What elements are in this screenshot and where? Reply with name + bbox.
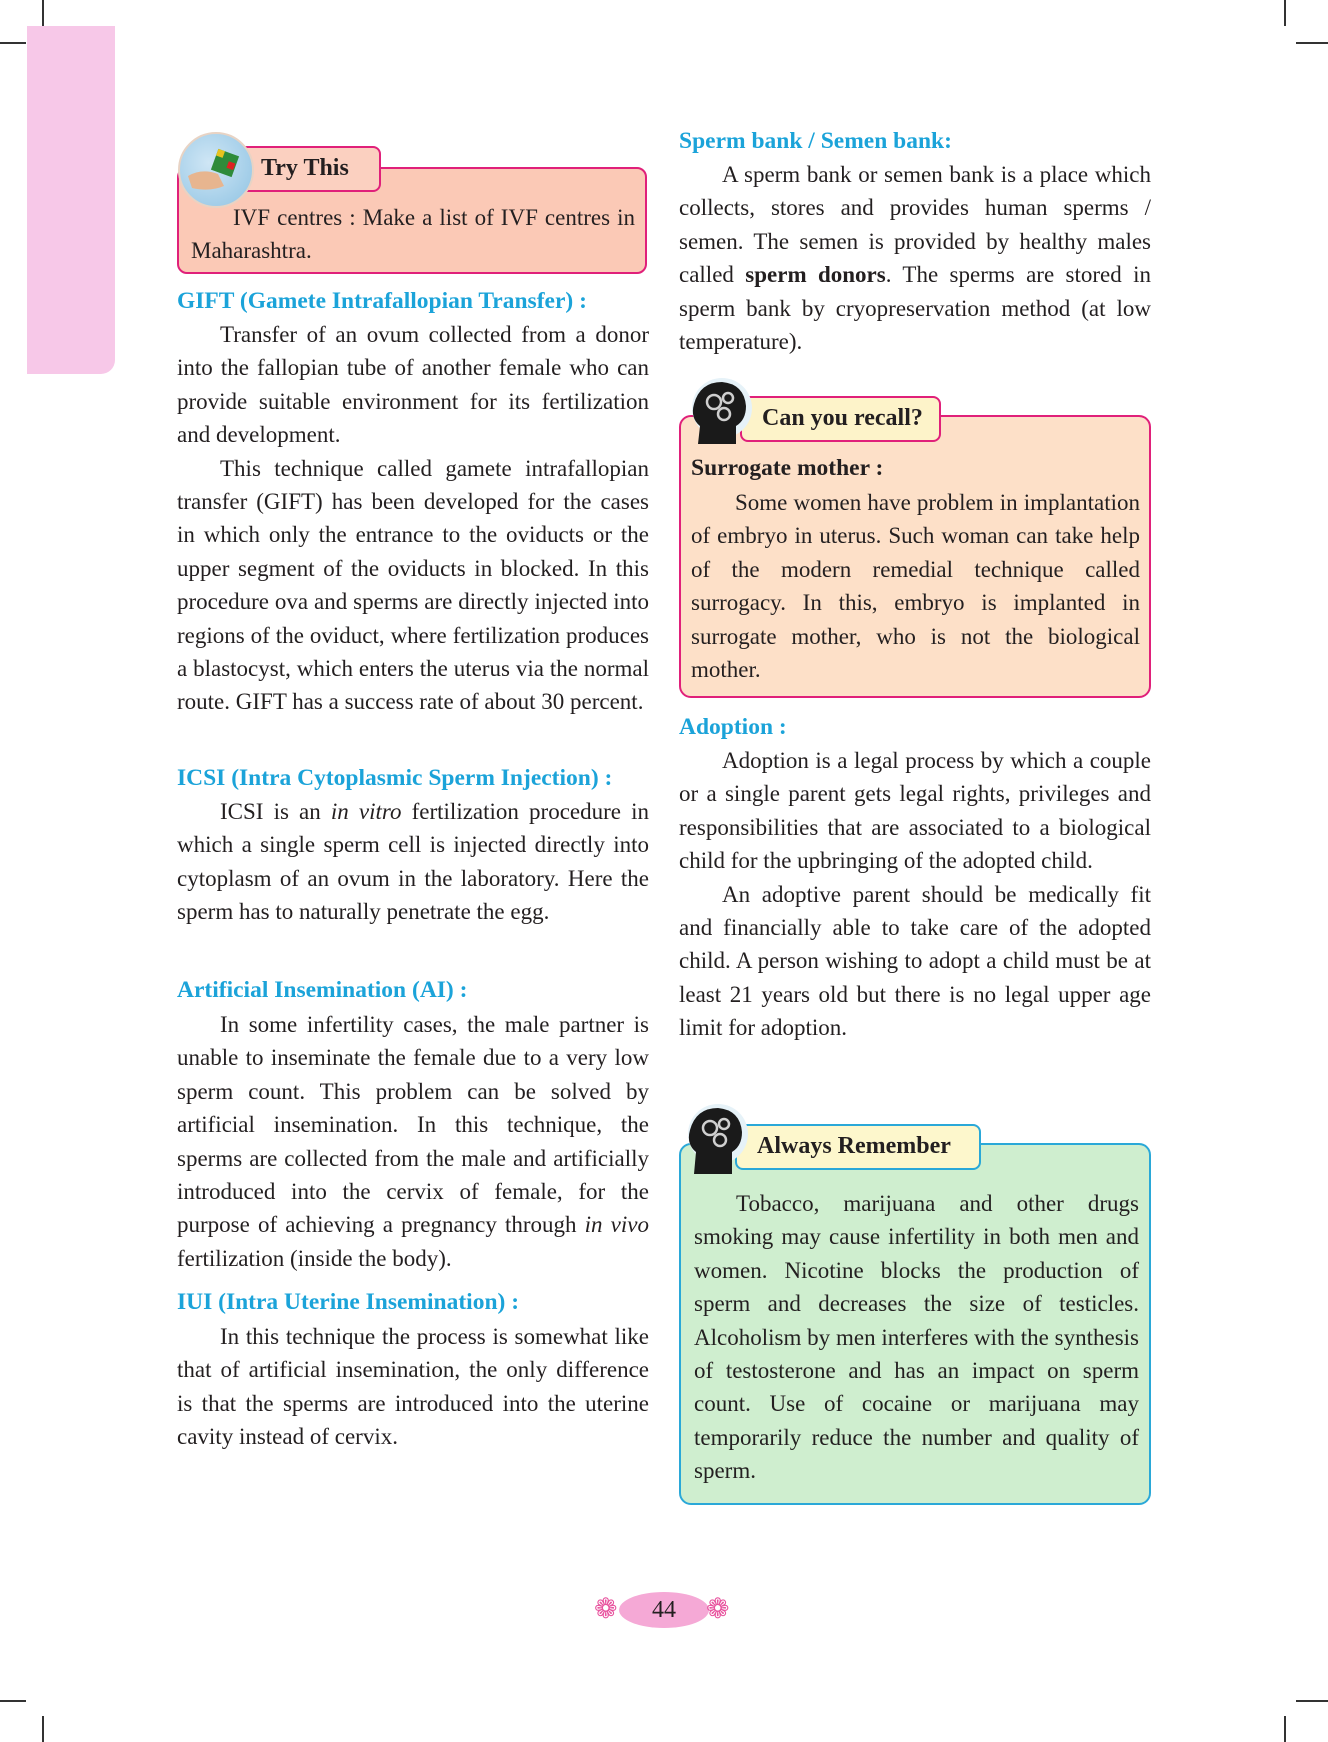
sperm-bank-text-pre: A sperm bank or semen bank is a place which collects, stores and provides human sperms / semen. The semen is provided by healthy males called [679, 162, 1151, 288]
crop-mark [42, 0, 44, 26]
iui-paragraph: In this technique the process is somewhat like that of artificial insemination, the only difference is that the sperms are introduced into the uterine cavity instead of cervix. [177, 1324, 649, 1450]
head-gears-icon [684, 374, 754, 454]
flower-ornament-left: ❁ [594, 1594, 618, 1625]
icsi-text-pre: ICSI is an [220, 799, 331, 824]
icsi-text-post: fertilization procedure in which a single sperm cell is injected directly into cytoplasm of an ovum in the laboratory. Here the sperm has to naturally penetrate the egg. [177, 799, 650, 925]
gift-paragraph-2: This technique called gamete intrafallopian transfer (GIFT) has been developed for the cases in which only the entrance to the oviducts or the upper segment of the oviducts in blocked. In this procedure ova and sperms are directly injected into regions of the oviduct, where fertilization produces a blastocyst, which enters the uterus via the normal route. GIFT has a success rate of about 30 percent. [177, 455, 649, 715]
page-number: 44 [619, 1592, 709, 1628]
icsi-heading: ICSI (Intra Cytoplasmic Sperm Injection) : [177, 765, 613, 791]
icsi-paragraph [177, 795, 649, 929]
adoption-heading: Adoption : [679, 714, 787, 740]
chapter-tab [27, 26, 115, 374]
remember-text: Tobacco, marijuana and other drugs smoking may cause infertility in both men and women. Nicotine blocks the production of sperm and decreases the size of testicles. Alcoholism by men interferes with the synthesis of testosterone and has an impact on sperm count. Use of cocaine or marijuana may temporarily reduce the number and quality of sperm. [694, 1191, 1139, 1484]
recall-subheading: Surrogate mother : [691, 455, 884, 481]
crop-mark [42, 1716, 44, 1742]
ai-heading: Artificial Insemination (AI) : [177, 977, 468, 1003]
ai-text-pre: In some infertility cases, the male partner is unable to inseminate the female due to a very low sperm count. This problem can be solved by artificial insemination. In this technique, the sperms are collected from the male and artificially introduced into the cervix of female, for the purpose of achieving a pregnancy through [177, 1012, 649, 1238]
try-this-text: IVF centres : Make a list of IVF centres in Maharashtra. [191, 205, 635, 264]
adoption-paragraph-1: Adoption is a legal process by which a couple or a single parent gets legal rights, privileges and responsibilities that are associated to a biological child for the upbringing of the adopted child. [679, 748, 1151, 874]
flower-ornament-right: ❁ [706, 1594, 730, 1625]
crop-mark [1296, 1700, 1328, 1702]
sperm-bank-text-post: . The sperms are stored in sperm bank by cryopreservation method (at low temperature). [679, 262, 1151, 355]
gift-heading: GIFT (Gamete Intrafallopian Transfer) : [177, 288, 587, 314]
icsi-text-em: in vitro [330, 799, 402, 824]
sperm-bank-paragraph [679, 158, 1151, 358]
head-gears-icon [680, 1100, 750, 1180]
ai-text-em: in vivo [584, 1212, 649, 1238]
recall-title: Can you recall? [740, 396, 941, 442]
sperm-bank-heading: Sperm bank / Semen bank: [679, 128, 952, 154]
gift-paragraph-1: Transfer of an ovum collected from a donor into the fallopian tube of another female who can provide suitable environment for its fertilization and development. [177, 322, 649, 448]
sperm-bank-text-bold: sperm donors [745, 262, 886, 288]
remember-title: Always Remember [735, 1124, 981, 1170]
ai-text-post: fertilization (inside the body). [177, 1245, 452, 1271]
crop-mark [1284, 0, 1286, 26]
crop-mark [0, 1700, 26, 1702]
ai-paragraph [177, 1008, 649, 1275]
crop-mark [0, 42, 26, 44]
crop-mark [1284, 1716, 1286, 1742]
iui-heading: IUI (Intra Uterine Insemination) : [177, 1289, 520, 1315]
rubiks-hand-icon [178, 132, 254, 208]
try-this-title: Try This [239, 146, 381, 192]
crop-mark [1296, 42, 1328, 44]
recall-text: Some women have problem in implantation of embryo in uterus. Such woman can take help of the modern remedial technique called surrogacy. In this, embryo is implanted in surrogate mother, who is not the biological mother. [691, 490, 1140, 683]
adoption-paragraph-2: An adoptive parent should be medically fit and financially able to take care of the adopted child. A person wishing to adopt a child must be at least 21 years old but there is no legal upper age limit for adoption. [679, 881, 1151, 1041]
